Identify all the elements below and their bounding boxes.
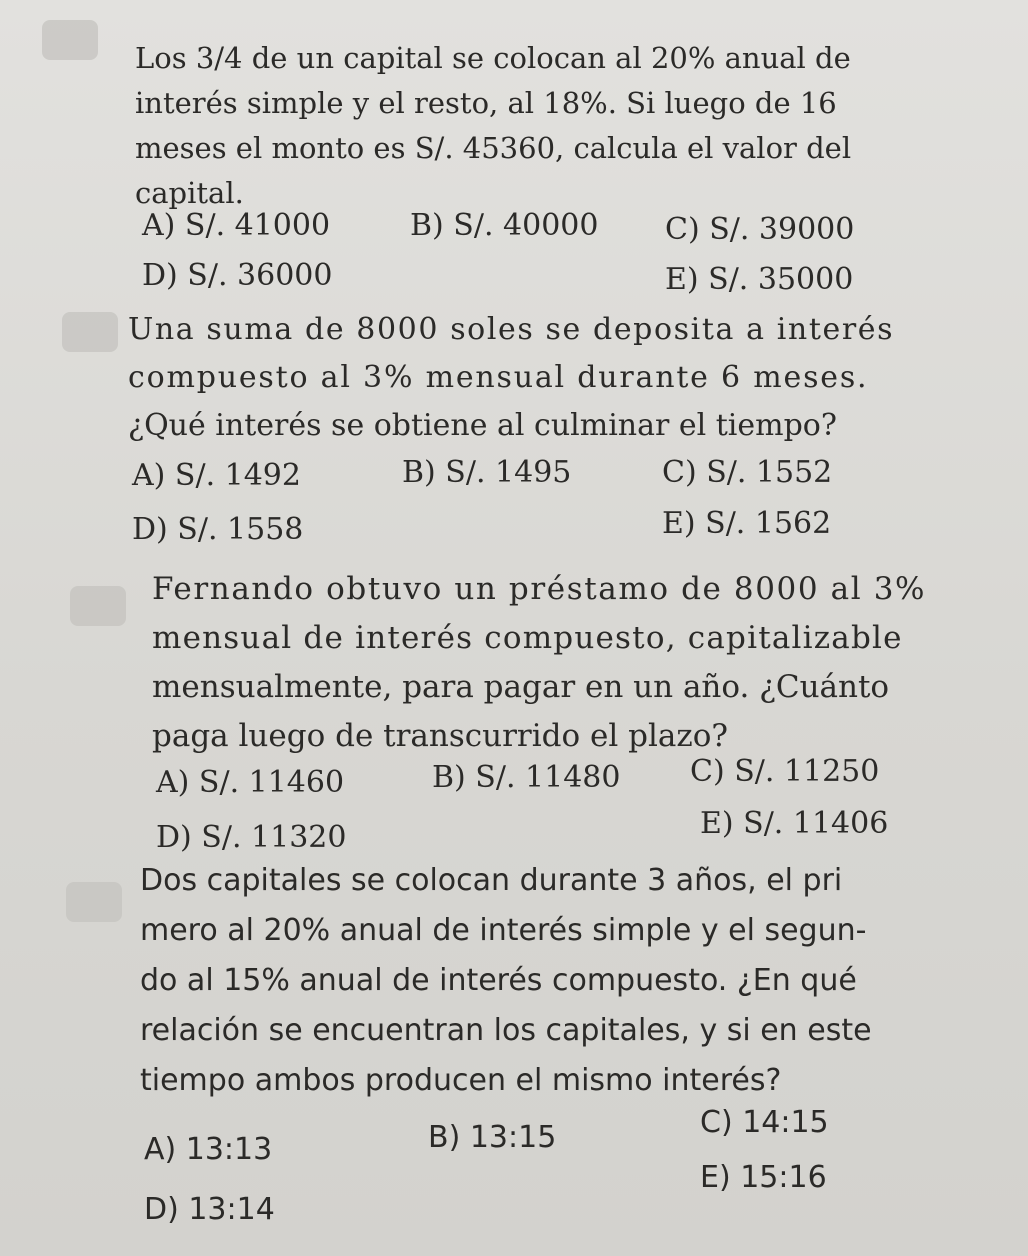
- problem-number-badge: [66, 882, 122, 922]
- statement-line: Fernando obtuvo un préstamo de 8000 al 3%: [152, 571, 927, 607]
- statement-line: mensualmente, para pagar en un año. ¿Cuánto: [152, 669, 890, 705]
- option-e: E) S/. 11406: [700, 806, 889, 841]
- statement-line: mensual de interés compuesto, capitalizable: [152, 620, 903, 656]
- statement-line: do al 15% anual de interés compuesto. ¿En qué: [140, 963, 857, 998]
- statement-line: compuesto al 3% mensual durante 6 meses.: [128, 360, 869, 395]
- option-c: C) S/. 11250: [690, 754, 880, 789]
- option-a: A) S/. 1492: [132, 458, 301, 493]
- option-a: A) 13:13: [144, 1132, 273, 1167]
- statement-line: tiempo ambos producen el mismo interés?: [140, 1063, 782, 1098]
- problem-statement: [140, 856, 872, 1106]
- option-a: A) S/. 11460: [156, 765, 345, 800]
- problem-number-badge: [70, 586, 126, 626]
- problem-number-badge: [62, 312, 118, 352]
- statement-line: meses el monto es S/. 45360, calcula el valor del: [135, 131, 852, 165]
- problem-statement: [135, 36, 851, 216]
- option-b: B) 13:15: [428, 1120, 557, 1155]
- option-c: C) 14:15: [700, 1105, 829, 1140]
- option-d: D) S/. 1558: [132, 512, 304, 547]
- statement-line: relación se encuentran los capitales, y si en este: [140, 1013, 872, 1048]
- statement-line: mero al 20% anual de interés simple y el segun-: [140, 913, 867, 948]
- problem-statement: [128, 306, 894, 450]
- statement-line: paga luego de transcurrido el plazo?: [152, 718, 728, 754]
- statement-line: interés simple y el resto, al 18%. Si luego de 16: [135, 86, 837, 120]
- statement-line: ¿Qué interés se obtiene al culminar el tiempo?: [128, 408, 837, 443]
- option-c: C) S/. 39000: [665, 212, 855, 247]
- statement-line: Los 3/4 de un capital se colocan al 20% anual de: [135, 41, 851, 75]
- option-d: D) S/. 36000: [142, 258, 333, 293]
- option-d: D) 13:14: [144, 1192, 275, 1227]
- option-e: E) S/. 1562: [662, 506, 832, 541]
- statement-line: Dos capitales se colocan durante 3 años, el pri: [140, 863, 843, 898]
- option-b: B) S/. 1495: [402, 455, 572, 490]
- option-d: D) S/. 11320: [156, 820, 347, 855]
- option-e: E) 15:16: [700, 1160, 827, 1195]
- option-b: B) S/. 40000: [410, 208, 599, 243]
- option-b: B) S/. 11480: [432, 760, 621, 795]
- statement-line: capital.: [135, 176, 244, 210]
- problem-statement: [152, 565, 926, 761]
- option-c: C) S/. 1552: [662, 455, 833, 490]
- problem-number-badge: [42, 20, 98, 60]
- statement-line: Una suma de 8000 soles se deposita a interés: [128, 312, 895, 347]
- option-a: A) S/. 41000: [142, 208, 331, 243]
- option-e: E) S/. 35000: [665, 262, 854, 297]
